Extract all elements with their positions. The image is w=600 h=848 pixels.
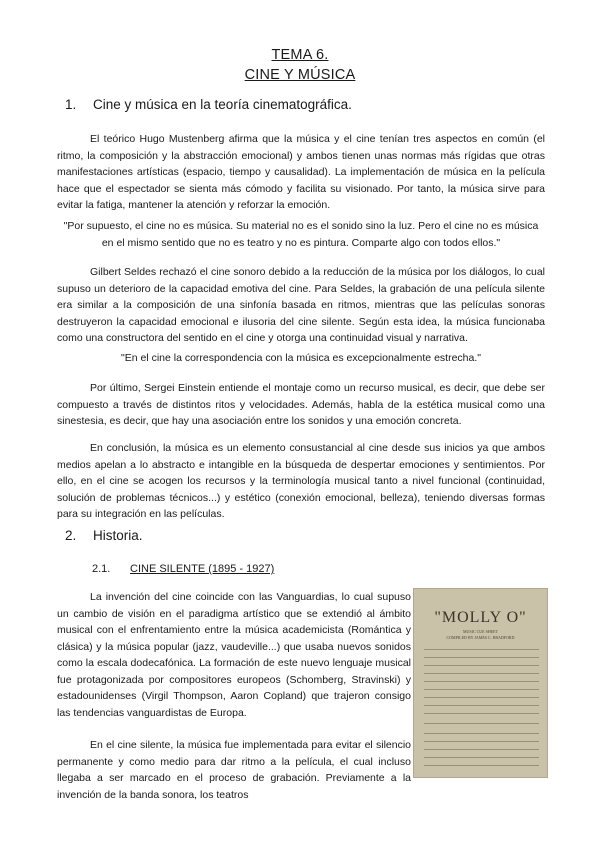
poster-text-line [424, 689, 539, 690]
poster-subtitle: MUSIC CUE SHEET [462, 629, 499, 634]
paragraph-mustenberg: El teórico Hugo Mustenberg afirma que la música y el cine tenían tres aspectos en común (el ritmo, la composición y la abstracción emocional) y ambos tienen unas normas más rígidas que otras manifestaciones artísticas (espacio, tiempo y causalidad). La implementación de música en la película hace que el espectador se sienta más cómodo y facilita su visionado. Por tanto, la música sirve para evitar la fatiga, mantener la atención y reforzar la emoción. [57, 133, 545, 211]
molly-o-cue-sheet-image [413, 588, 548, 778]
paragraph-cine-silente: En el cine silente, la música fue implementada para evitar el silencio permanente y como medio para dar ritmo a la película, el cual incluso llegaba a ser marcado en el proceso de grabación. Previamente a la invención de la banda sonora, los teatros [57, 739, 411, 801]
paragraph-einstein: Por último, Sergei Einstein entiende el montaje como un recurso musical, es decir, que debe ser compuesto a través de distintos ritos y velocidades. Además, habla de la estética musical como una sinestesia, es decir, que hay una asociación entre los sonidos y una emoción concreta. [57, 382, 545, 427]
poster-text-line [424, 681, 539, 682]
poster-text-line [424, 657, 539, 658]
poster-text-line [424, 705, 539, 706]
paragraph-conclusion: En conclusión, la música es un elemento consustancial al cine desde sus inicios ya que ambos medios apelan a lo abstracto e intangible en la búsqueda de despertar emociones y sentimientos. Por ello, en el cine se acogen los recursos y la terminología musical tanto a nivel funcional (continuidad, solución de problemas técnicos...) y estético (conexión emocional, belleza), teniendo diversas formas para su integración en las películas. [57, 442, 545, 520]
subsection-heading-2-1 [92, 563, 274, 575]
title-line-topic: TEMA 6. [271, 47, 329, 63]
poster-text-line [424, 749, 539, 750]
document-title [0, 45, 600, 85]
poster-text-line [424, 649, 539, 650]
poster-text-line [424, 723, 539, 724]
poster-text-line [424, 665, 539, 666]
poster-title: "MOLLY O" [434, 609, 527, 626]
poster-text-line [424, 713, 539, 714]
paragraph-vanguardias: La invención del cine coincide con las Vanguardias, lo cual supuso un cambio de visión en el paradigma artístico que se extendió al ámbito musical con el enfrentamiento entre la música academicista (Romántica y clásica) y la música popular (jazz, vaudeville...) que usaba nuevos sonidos como la escala dodecafónica. La formación de este nuevo lenguaje musical fue protagonizada por compositores europeos (Schomberg, Stravinski) y estadounidenses (Virgil Thompson, Aaron Copland) que trajeron consigo las tendencias vanguardistas de Europa. [57, 591, 411, 719]
section-heading-1 [65, 97, 352, 112]
poster-credit: COMPILED BY JAMES C. BRADFORD [446, 635, 515, 640]
section-heading-2 [65, 528, 143, 543]
subsection-number: 2.1. [92, 563, 111, 575]
poster-text-line [424, 697, 539, 698]
poster-text-line [424, 757, 539, 758]
poster-text-line [424, 673, 539, 674]
section-number: 1. [65, 97, 77, 112]
section-heading-text: Cine y música en la teoría cinematográfica. [93, 97, 352, 112]
subsection-heading-text: CINE SILENTE (1895 - 1927) [130, 563, 275, 575]
section-number: 2. [65, 528, 77, 543]
quote-cine-no-es-musica: "Por supuesto, el cine no es música. Su material no es el sonido sino la luz. Pero el cine no es música en el mismo sentido que no es teatro y no es pintura. Comparte algo con todos ellos." [63, 220, 539, 249]
poster-text-line [424, 733, 539, 734]
poster-text-line [424, 741, 539, 742]
quote-correspondencia: "En el cine la correspondencia con la música es excepcionalmente estrecha." [121, 352, 481, 364]
poster-text-line [424, 765, 539, 766]
section-heading-text: Historia. [93, 528, 143, 543]
title-line-subject: CINE Y MÚSICA [244, 67, 356, 83]
paragraph-seldes: Gilbert Seldes rechazó el cine sonoro debido a la reducción de la música por los diálogos, lo cual supuso un deterioro de la capacidad emotiva del cine. Para Seldes, la grabación de una película silente era similar a la composición de una sinfonía basada en ritmos, mientras que las películas sonoras destruyeron la capacidad emocional e ilusoria del cine silente. Según esta idea, la música funcionaba como una constructora del sentido en el cine y otorga una continuidad visual y narrativa. [57, 266, 545, 344]
